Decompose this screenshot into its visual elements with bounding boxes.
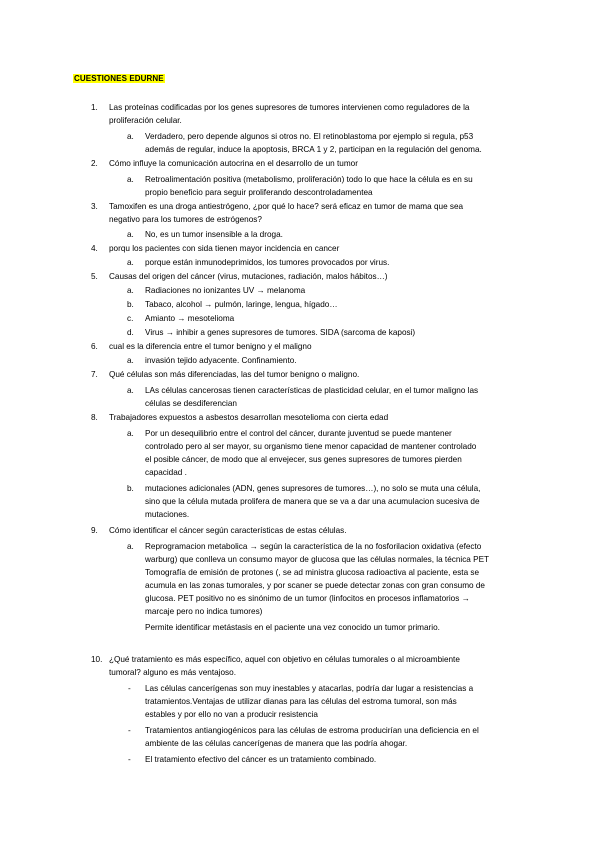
answer-marker: a. <box>127 386 134 395</box>
bullet-text: El tratamiento efectivo del cáncer es un tratamiento combinado. <box>145 755 377 764</box>
bullet-text: tratamientos.Ventajas de utilizar dianas para las células del estroma tumoral, son más <box>145 697 457 706</box>
question-number: 3. <box>91 202 98 211</box>
answer-text: además de regular, induce la apoptosis, BRCA 1 y 2, participan en la regulación del genoma. <box>145 145 482 154</box>
answer-marker: a. <box>127 542 134 551</box>
answer-marker: a. <box>127 175 134 184</box>
answer-text: Verdadero, pero depende algunos si otros no. El retinoblastoma por ejemplo si regula, p53 <box>145 132 474 141</box>
question-text: Cómo influye la comunicación autocrina en el desarrollo de un tumor <box>109 159 358 168</box>
bullet-text: ambiente de las células cancerígenas de manera que las podría ahogar. <box>145 739 408 748</box>
answer-marker: b. <box>127 300 134 309</box>
question-number: 4. <box>91 244 98 253</box>
bullet-marker: - <box>128 684 131 693</box>
question-text: Trabajadores expuestos a asbestos desarrollan mesotelioma con cierta edad <box>109 413 389 422</box>
answer-marker: a. <box>127 429 134 438</box>
answer-text: Tomografía de emisión de protones (, se ad ministra glucosa radioactiva al paciente, esta se <box>145 568 480 577</box>
answer-text: warburg) que conlleva un consumo mayor de glucosa que las células normales, la técnica PET <box>145 555 490 564</box>
bullet-text: Tratamientos antiangiogénicos para las células de estroma producirían una deficiencia en el <box>145 726 479 735</box>
answer-text: controlado pero al ser mayor, su organismo tiene menor capacidad de mantener controlado <box>145 442 477 451</box>
answer-marker: a. <box>127 356 134 365</box>
question-number: 8. <box>91 413 98 422</box>
question-number: 6. <box>91 342 98 351</box>
answer-text: Virus → inhibir a genes supresores de tumores. SIDA (sarcoma de kaposi) <box>145 328 416 337</box>
answer-text: Permite identificar metástasis en el paciente una vez conocido un tumor primario. <box>145 623 440 632</box>
question-text: negativo para los tumores de estrógenos? <box>109 215 262 224</box>
answer-marker: a. <box>127 258 134 267</box>
answer-text: Por un desequilibrio entre el control del cáncer, durante juventud se puede mantener <box>145 429 452 438</box>
question-number: 5. <box>91 272 98 281</box>
answer-text: acumula en las zonas tumorales, y por scaner se puede detectar zonas con gran consumo de <box>145 581 485 590</box>
answer-text: sino que la célula mutada prolifera de manera que se va a dar una acumulacion sucesiva de <box>145 497 480 506</box>
answer-text: mutaciones. <box>145 510 190 519</box>
question-text: Tamoxifen es una droga antiestrógeno, ¿por qué lo hace? será eficaz en tumor de mama que sea <box>109 202 464 211</box>
question-text: cual es la diferencia entre el tumor benigno y el maligno <box>109 342 312 351</box>
answer-text: glucosa. PET positivo no es sinónimo de un tumor (linfocitos en procesos inflamatorios → <box>145 594 470 603</box>
answer-text: propio beneficio para seguir proliferando descontroladamentea <box>145 188 373 197</box>
question-text: tumoral? alguno es más ventajoso. <box>109 668 236 677</box>
question-number: 7. <box>91 370 98 379</box>
answer-marker: d. <box>127 328 134 337</box>
answer-text: Reprogramacion metabolica → según la característica de la no fosforilacion oxidativa (efecto <box>145 542 482 551</box>
answer-marker: b. <box>127 484 134 493</box>
question-number: 10. <box>91 655 103 664</box>
question-text: ¿Qué tratamiento es más específico, aquel con objetivo en células tumorales o al microambiente <box>109 655 460 664</box>
question-text: Las proteínas codificadas por los genes supresores de tumores intervienen como reguladores de la <box>109 103 470 112</box>
answer-text: No, es un tumor insensible a la droga. <box>145 230 283 239</box>
answer-text: invasión tejido adyacente. Confinamiento. <box>145 356 297 365</box>
answer-text: Radiaciones no ionizantes UV → melanoma <box>145 286 306 295</box>
question-number: 9. <box>91 526 98 535</box>
question-text: Qué células son más diferenciadas, las del tumor benigno o maligno. <box>109 370 360 379</box>
answer-marker: a. <box>127 230 134 239</box>
bullet-marker: - <box>128 755 131 764</box>
document-title: CUESTIONES EDURNE <box>74 74 164 83</box>
answer-text: Retroalimentación positiva (metabolismo, proliferación) todo lo que hace la célula es en su <box>145 175 473 184</box>
answer-text: células se desdiferencian <box>145 399 237 408</box>
answer-text: el posible cáncer, de modo que al envejecer, sus genes supresores de tumores pierden <box>145 455 462 464</box>
bullet-text: Las células cancerígenas son muy inestables y atacarlas, podría dar lugar a resistencias a <box>145 684 474 693</box>
bullet-text: estables y por ello no van a producir resistencia <box>145 710 318 719</box>
question-text: porqu los pacientes con sida tienen mayor incidencia en cancer <box>109 244 340 253</box>
question-text: proliferación celular. <box>109 116 182 125</box>
question-number: 1. <box>91 103 98 112</box>
bullet-marker: - <box>128 726 131 735</box>
answer-text: marcaje pero no indica tumores) <box>145 607 263 616</box>
question-number: 2. <box>91 159 98 168</box>
answer-marker: a. <box>127 286 134 295</box>
question-text: Causas del origen del cáncer (virus, mutaciones, radiación, malos hábitos…) <box>109 272 388 281</box>
answer-text: Tabaco, alcohol → pulmón, laringe, lengua, hígado… <box>145 300 338 309</box>
question-text: Cómo identificar el cáncer según características de estas células. <box>109 526 347 535</box>
answer-text: porque están inmunodeprimidos, los tumores provocados por virus. <box>145 258 390 267</box>
answer-text: LAs células cancerosas tienen características de plasticidad celular, en el tumor maligno las <box>145 386 479 395</box>
answer-text: mutaciones adicionales (ADN, genes supresores de tumores…), no solo se muta una célula, <box>145 484 481 493</box>
answer-text: Amianto → mesotelioma <box>145 314 235 323</box>
answer-text: capacidad . <box>145 468 187 477</box>
answer-marker: c. <box>127 314 134 323</box>
answer-marker: a. <box>127 132 134 141</box>
